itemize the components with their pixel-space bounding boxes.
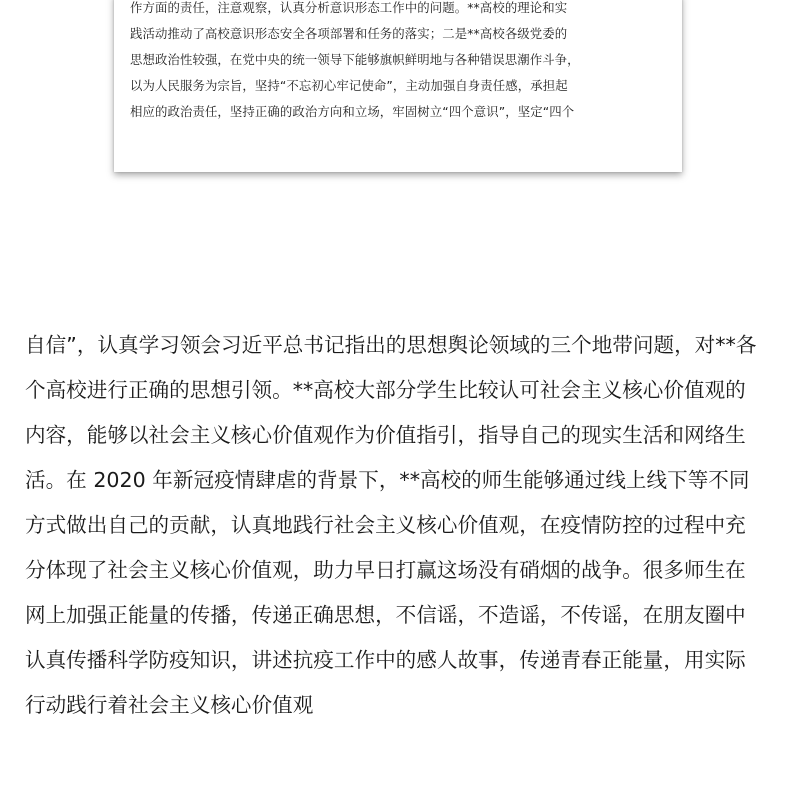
preview-line-1: 作方面的责任，注意观察，认真分析意识形态工作中的问题。**高校的理论和实 (130, 0, 568, 15)
body-line-3: 内容，能够以社会主义核心价值观作为价值指引，指导自己的现实生活和网络生 (25, 423, 746, 447)
preview-line-5: 相应的政治责任，坚持正确的政治方向和立场，牢固树立“四个意识”，坚定“四个 (130, 104, 575, 119)
body-line-7: 网上加强正能量的传播，传递正确思想，不信谣，不造谣，不传谣，在朋友圈中 (25, 603, 746, 627)
body-line-1: 自信”，认真学习领会习近平总书记指出的思想舆论领域的三个地带问题，对**各 (25, 333, 757, 357)
body-line-6: 分体现了社会主义核心价值观，助力早日打赢这场没有硝烟的战争。很多师生在 (25, 558, 746, 582)
preview-text-block (130, 0, 670, 125)
preview-line-2: 践活动推动了高校意识形态安全各项部署和任务的落实；二是**高校各级党委的 (130, 26, 568, 41)
body-line-8: 认真传播科学防疫知识，讲述抗疫工作中的感人故事，传递青春正能量，用实际 (25, 648, 746, 672)
body-line-2: 个高校进行正确的思想引领。**高校大部分学生比较认可社会主义核心价值观的 (25, 378, 746, 402)
preview-line-3: 思想政治性较强，在党中央的统一领导下能够旗帜鲜明地与各种错误思潮作斗争， (130, 52, 580, 67)
body-line-9: 行动践行着社会主义核心价值观 (25, 693, 314, 717)
document-preview-card (114, 0, 682, 172)
preview-line-4: 以为人民服务为宗旨，坚持“不忘初心牢记使命”，主动加强自身责任感，承担起 (130, 78, 568, 93)
body-line-4: 活。在 2020 年新冠疫情肆虐的背景下，**高校的师生能够通过线上线下等不同 (25, 468, 750, 492)
body-line-5: 方式做出自己的贡献，认真地践行社会主义核心价值观，在疫情防控的过程中充 (25, 513, 746, 537)
body-text-block (25, 323, 785, 728)
